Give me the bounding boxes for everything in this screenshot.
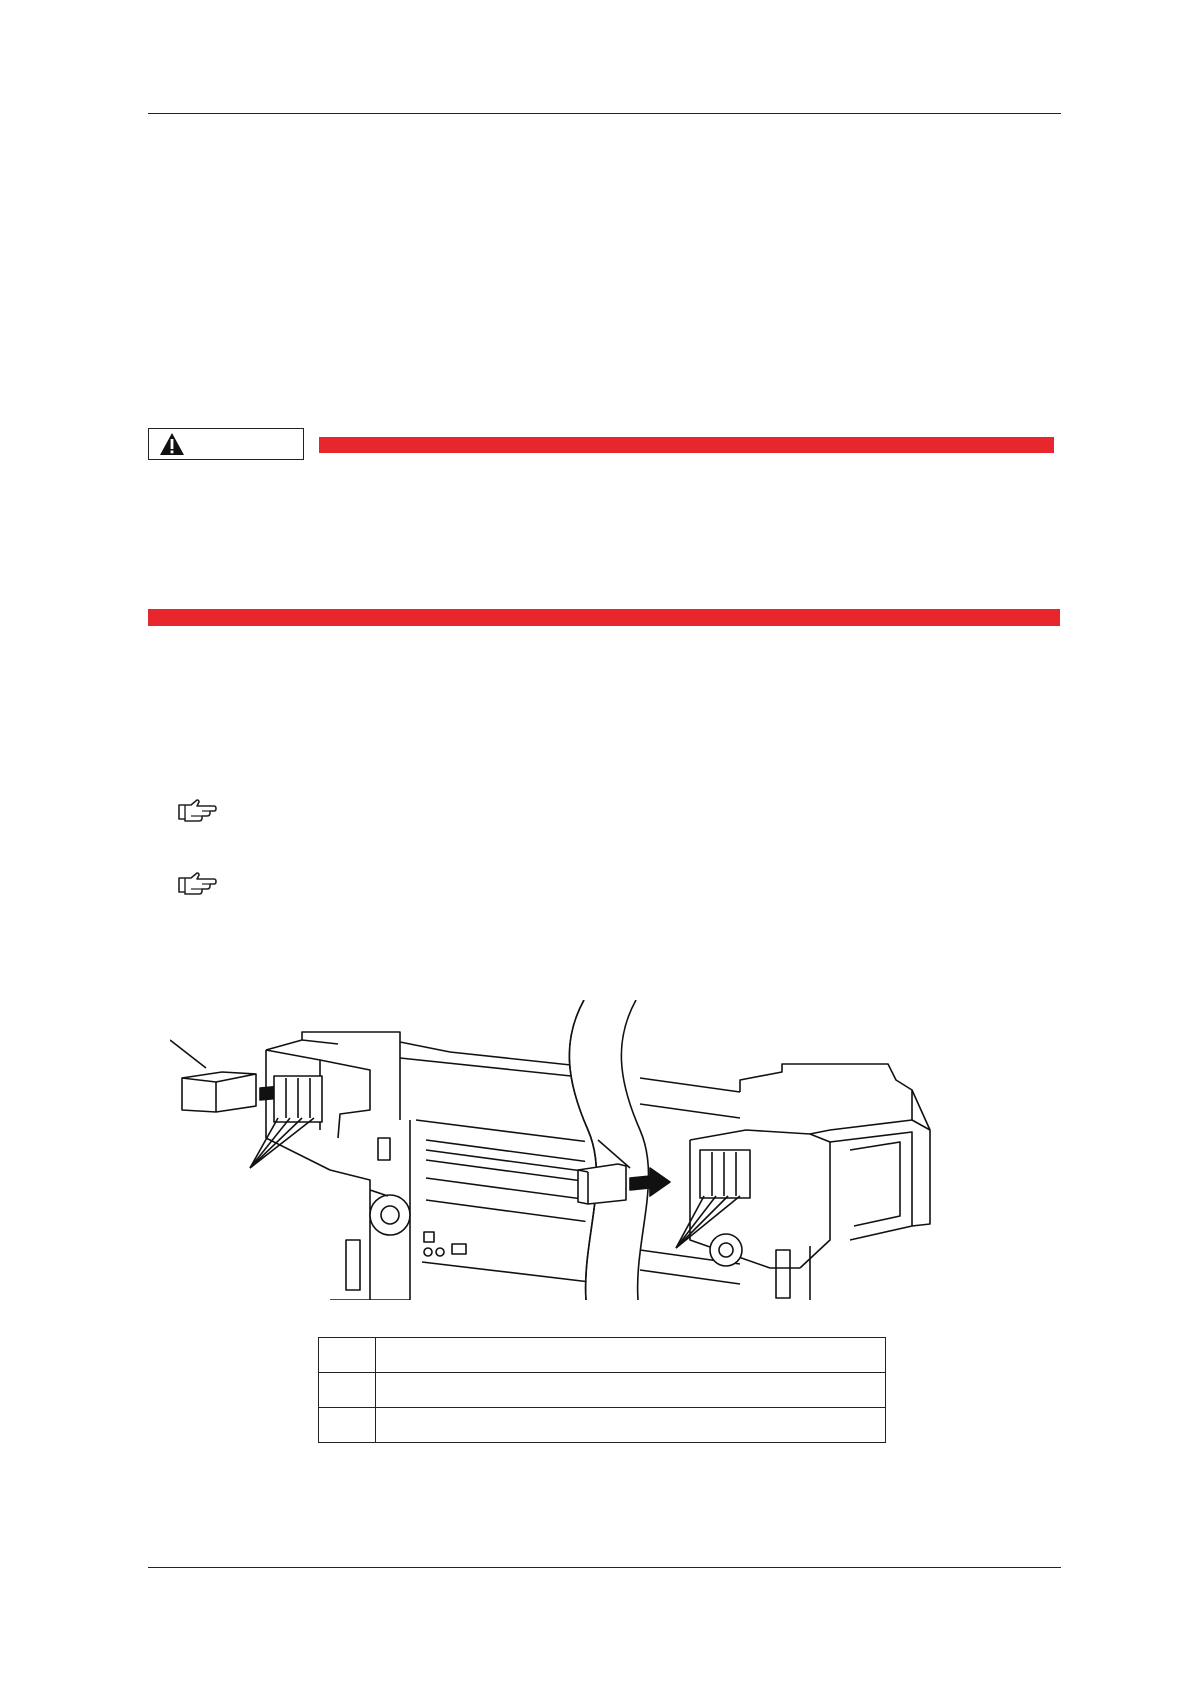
table-row	[319, 1338, 886, 1373]
ink-cartridge-center	[578, 1164, 626, 1204]
ink-cartridge-left	[182, 1072, 256, 1112]
table-row	[319, 1373, 886, 1408]
printer-top-beam	[400, 1042, 590, 1300]
header-rule	[148, 113, 1061, 114]
media-knob-left	[370, 1138, 410, 1235]
legend-number	[319, 1408, 376, 1443]
pointing-hand-icon	[177, 872, 217, 898]
caution-header-bar	[319, 437, 1054, 453]
printer-ink-cartridge-illustration	[170, 1000, 1000, 1300]
printer-left-side-unit	[250, 1032, 450, 1300]
caution-label-box	[148, 428, 304, 460]
legend-table	[318, 1337, 886, 1443]
legend-description	[376, 1373, 886, 1408]
legend-number	[319, 1338, 376, 1373]
rear-panel	[422, 1232, 590, 1282]
warning-triangle-icon	[159, 432, 185, 456]
caution-footer-bar	[148, 609, 1060, 626]
legend-number	[319, 1373, 376, 1408]
callout-leader	[170, 1040, 206, 1068]
table-row	[319, 1408, 886, 1443]
legend-description	[376, 1408, 886, 1443]
footer-rule	[148, 1567, 1061, 1568]
legend-description	[376, 1338, 886, 1373]
printer-right-side-unit	[676, 1064, 930, 1300]
pointing-hand-icon	[177, 799, 217, 825]
